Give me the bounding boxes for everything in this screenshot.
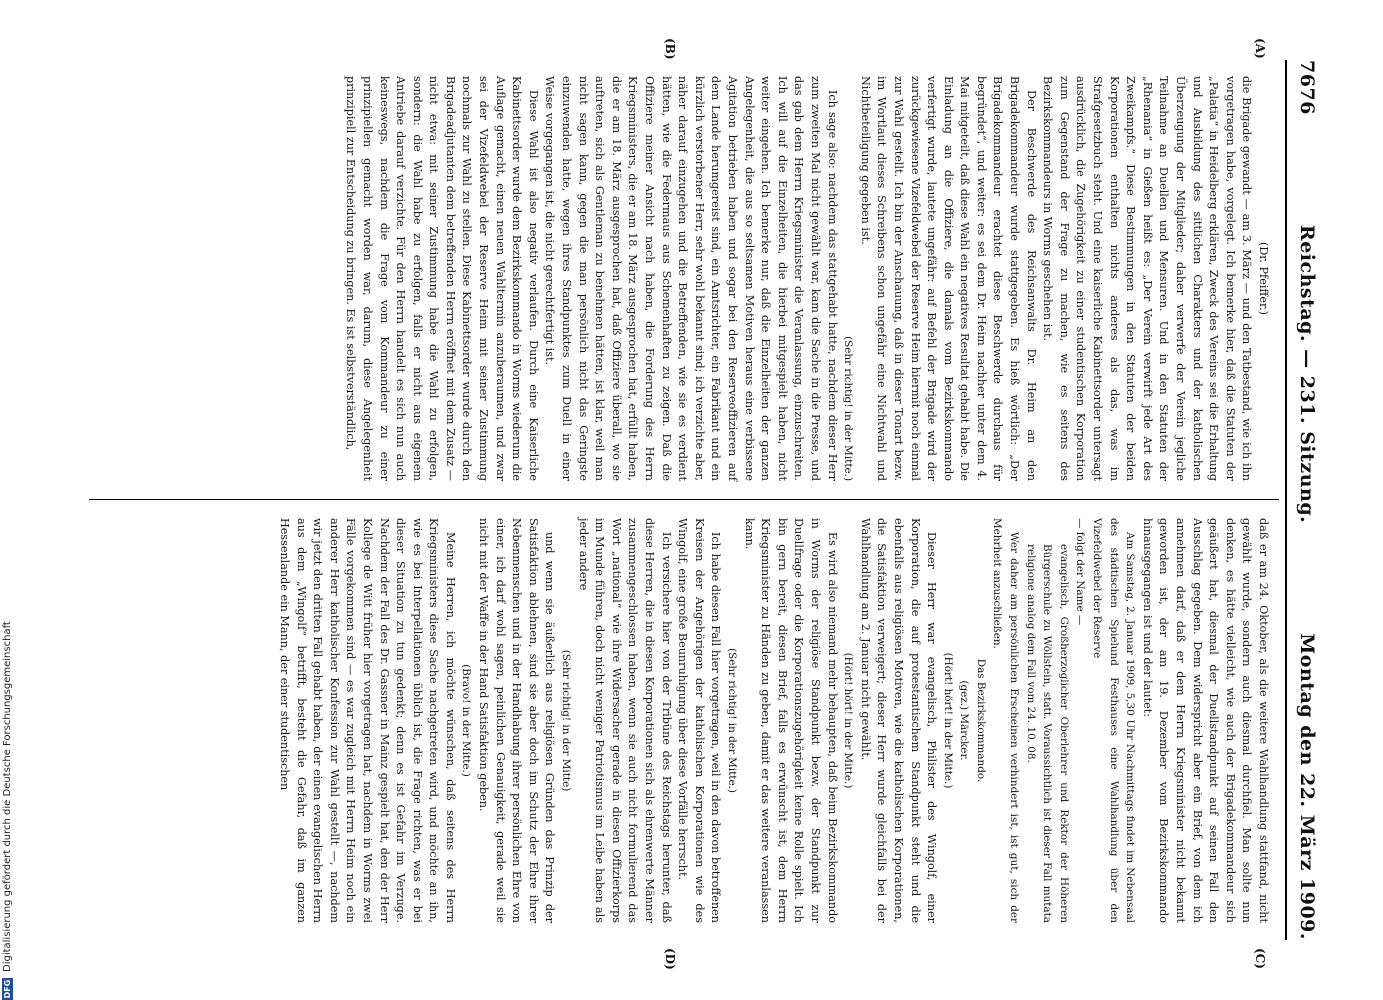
page-content (73, 38, 1323, 970)
paragraph: Ich habe diesen Fall hier vorgetragen, weil in den davon betroffenen Kreisen der Angehörigen der katholischen Korporationen wie des Wingolf, eine große Beunruhigung über diese Vorfälle herrscht. (676, 518, 723, 923)
margin-mark-d: (D) (663, 948, 677, 970)
page-header (1291, 60, 1323, 940)
paragraph: Ich sage also: nachdem das stattgehabt hatte, nachdem dieser Herr zum zweiten Mal nicht gewählt war, kam die Sache in die Presse, und das gab dem Herrn Kriegsminister die Veranlassung, einzuschreiten. Ich will auf die Einzelheiten, die hierbei mitgespielt haben, nicht weiter eingehen. Ich bemerke nur, daß die Einzelheiten der ganzen Angelegenheit, die aus so seltsamen Motiven heraus eine verbissene Agitation betrieben haben und sogar bei den Reserveoffizieren auf dem Lande herumgereist sind, ein Amtsrichter, ein Fabrikant und ein kürzlich verstorbener Herr, sehr wohl bekannt sind; ich verzichte aber, näher darauf einzugehen und die Betreffenden, wie sie es verdient hätten, wie die Federmaus aus Schemenhaften zu zeigen. Daß die Offiziere meiner Ansicht nach haben, die Forderung des Herrn Kriegsministers, die er am 18. März ausgesprochen hat, erfüllt haben, die er am 18. März ausgesprochen hat, daß Offiziere überall, wo sie auftreten, sich als Gentleman zu benehmen hätten, ist klar, weil man nicht sagen kann, gegen die man persönlich nicht das Geringste einzuwenden hatte, wegen ihres Standpunktes zum Duell in einer Weise vorgegangen ist, die nicht gerechtfertigt ist. (543, 76, 839, 481)
quote-paragraph: Wer daher am persönlichen Erscheinen verhindert ist, ist gut, sich der Mehrheit anzuschließen. (991, 518, 1021, 923)
margin-mark-b: (B) (663, 38, 677, 60)
quote-signer: (gez.) Märcker. (958, 680, 971, 761)
quote-paragraph: evangelisch, Großherzoglicher Oberlehrer und Rektor der Höheren Bürgerschule zu Wöllstein, statt. Voraussichtlich ist dieser Fall mutata religione analog dem Fall vom 24. 10. 08. (1024, 544, 1070, 923)
header-rule (1285, 60, 1287, 940)
paragraph: Meine Herren, ich möchte wünschen, daß seitens des Herrn Kriegsministers diese Sache nachgetreten wird, und möchte an ihn, wie es bei Interpellationen üblich ist, die Frage richten, was er bei dieser Situation zu tun gedenkt; denn es ist Gefahr im Verzuge. Nachdem der Fall des Dr. Gassner in Mainz gespielt hat, den der Herr Kollege de Witt früher hier vorgetragen hat, nachdem in Worms zwei Fälle vorgekommen sind — es war zugleich mit Herrn Heim noch ein anderer Herr katholischer Konfession zur Wahl gestellt —, nachdem wir jetzt den dritten Fall gehabt haben, der einen evangelischen Herrn aus dem „Wingolf“ betrifft, besteht die Gefahr, daß im ganzen Hessenlande ein Mann, der einer studentischen (277, 518, 457, 923)
right-column (275, 518, 1271, 923)
paragraph: Diese Wahl ist also negativ verlaufen. Durch eine Kaiserliche Kabinettsorder wurde dem Bezirkskommando in Worms wiederum die Auflage gemacht, einen neuen Wahltermin anzuberaumen, und zwar sei der Vizefeldwebel der Reserve Heim mit seiner Zustimmung nochmals zur Wahl zu stellen. Diese Kabinettsorder wurde durch den Brigadeadjutanten dem betreffenden Herrn eröffnet mit dem Zusatz — nicht etwa: mit seiner Zustimmung habe die Wahl zu erfolgen, sondern: die Wahl habe zu erfolgen, falls er nicht aus eigenem Antriebe darauf verzichte. Für den Herrn handelt es sich nun auch keineswegs, nachdem die Frage vom Kommandeur zu einer prinzipiellen gemacht worden war, darum, diese Angelegenheit prinzipiell zur Entscheidung zu bringen. Es ist selbstverständlich, (344, 76, 540, 481)
credit-text: Digitalisierung gefördert durch die Deutsche Forschungsgemeinschaft (1, 621, 13, 972)
paragraph: Ich versichere hier von der Tribüne des Reichstags herunter, daß diese Herren, die in diesen Korporationen sich als ehrenwerte Männer zusammengeschlossen haben, wenn sie auch nicht formulierend das Wort „national“ wie ihre Widersacher gerade in diesen Offizierkorps im Munde führen, doch nicht weniger Patriotismus im Leibe haben als jeder andere (576, 518, 673, 923)
paragraph: Der Beschwerde des Reichsanwalts Dr. Heim an den Brigadekommandeur wurde stattgegeben. Es hieß wörtlich: „Der Brigadekommandeur erachtet diese Beschwerde durchaus für begründet“, und weiter: es sei dem Dr. Heim nachher unter dem 4. Mai mitgeteilt, daß diese Wahl ein negatives Resultat gehabt habe. Die Einladung an die Offiziere, die damals vom Bezirkskommando verfertigt wurde, lautete ungefähr: auf Befehl der Brigade wird der zurückgewiesene Vizefeldwebel der Reserve Heim hiermit noch einmal zur Wahl gestellt. Ich bin der Anschauung, daß in dieser Tonart bezw. im Wortlaut dieses Schreibens schon ungefähr eine Nichtwahl und Nichtbeteiligung gegeben ist. (858, 76, 1038, 481)
interjection: (Sehr richtig! in der Mitte.) (726, 648, 738, 793)
interjection: (Hört! hört! in der Mitte.) (842, 652, 855, 789)
paragraph: Dieser Herr war evangelisch, Philister des Wingolf, einer Korporation, die auf protestantischem Standpunkt steht und die ebenfalls aus religiösen Motiven, wie die katholischen Korporationen, die Satisfaktion verweigert; dieser Herr wurde gleichfalls bei der Wahlhandlung am 2. Januar nicht gewählt. (858, 518, 939, 923)
interjection: (Sehr richtig! in der Mitte.) (842, 336, 855, 481)
speaker-label: (Dr. Pfeiffer.) (1257, 241, 1270, 316)
column-divider (89, 499, 1279, 500)
interjection: (Bravo! in der Mitte.) (460, 664, 473, 777)
page-number: 7676 (1296, 60, 1318, 115)
credit-strip (0, 0, 20, 1000)
paragraph: und wenn sie äußerlich aus religiösen Gründen das Prinzip der Satisfaktion ablehnen, sind sie aber doch im Schutz der Ehre ihrer Nebenmenschen und in der Handhabung ihrer persönlichen Ehre von einer, ich darf wohl sagen, peinlichen Genauigkeit, gerade weil sie nicht mit der Waffe in der Hand Satisfaktion geben. (477, 518, 557, 923)
quote-signature: Das Bezirkskommando. (974, 658, 987, 783)
paragraph: Es wird also niemand mehr behaupten, daß beim Bezirkskommando in Worms der religiöse Standpunkt bezw. der Standpunkt zur Duellfrage oder die Korporationszugehörigkeit keine Rolle spielt. Ich bin gern bereit, diesen Brief, falls es erwünscht ist, dem Herrn Kriegsminister zu Händen zu geben, damit er das weitere veranlassen kann. (742, 518, 839, 923)
left-column (342, 76, 1271, 481)
margin-mark-c: (C) (1253, 948, 1267, 969)
quote-dash: — folgt der Name — (1074, 518, 1087, 626)
dfg-logo: DFG (2, 979, 12, 999)
interjection: (Sehr richtig! in der Mitte) (560, 649, 573, 792)
margin-mark-a: (A) (1253, 38, 1267, 59)
interjection: (Hört! hört! in der Mitte.) (941, 652, 954, 789)
quote-paragraph: Am Samstag, 2. Januar 1909, 5,30 Uhr Nachmittags findet im Nebensaal des städtischen Spielund Festhauses eine Wahlhandlung über den Vizefeldwebel der Reserve (1091, 518, 1137, 923)
paragraph: daß er am 24. Oktober, als die weitere Wahlhandlung stattfand, nicht gewählt wurde, sondern auch diesmal durchfiel. Man sollte nun denken, es hätte vielleicht, wie auch der Brigadekommandeur sich geäußert hat, diesmal der Duellstandpunkt auf seinen Fall den Ausschlag gegeben. Dem widerspricht aber ein Brief, von dem ich annehmen darf, daß er dem Herrn Kriegsminister nicht bekannt geworden ist, der am 19. Dezember vom Bezirkskommando hinausgegangen ist und der lautet: (1140, 518, 1270, 923)
header-title: Reichstag. — 231. Sitzung. (1296, 224, 1318, 524)
credit-line (0, 10, 14, 1000)
header-date: Montag den 22. März 1909. (1296, 633, 1318, 940)
paragraph: die Brigade gewandt — am 3. März — und den Tatbestand, wie ich ihn vorgetragen habe, vorgelegt. Ich bemerke hier, daß die Statuten der „Palatia“ in Heidelberg erklären, Zweck des Vereins sei die Erhaltung und Ausbildung des sittlichen Charakters und der katholischen Überzeugung der Mitglieder; daher verwerfe der Verein jegliche Teilnahme an Duellen und Mensuren. Und in den Statuten der „Rhenania“ in Gießen heißt es: „Der Verein verwirft jede Art des Zweikampfs.“ Diese Bestimmungen in den Statuten der beiden Korporationen enthalten nichts anderes als das, was im Strafgesetzbuch steht. Und eine kaiserliche Kabinettsorder untersagt ausdrücklich, die Zugehörigkeit zu einer studentischen Korporation zum Gegenstand der Frage zu machen, wie es seitens des Bezirkskommandeurs in Worms geschehen ist. (1041, 76, 1254, 481)
